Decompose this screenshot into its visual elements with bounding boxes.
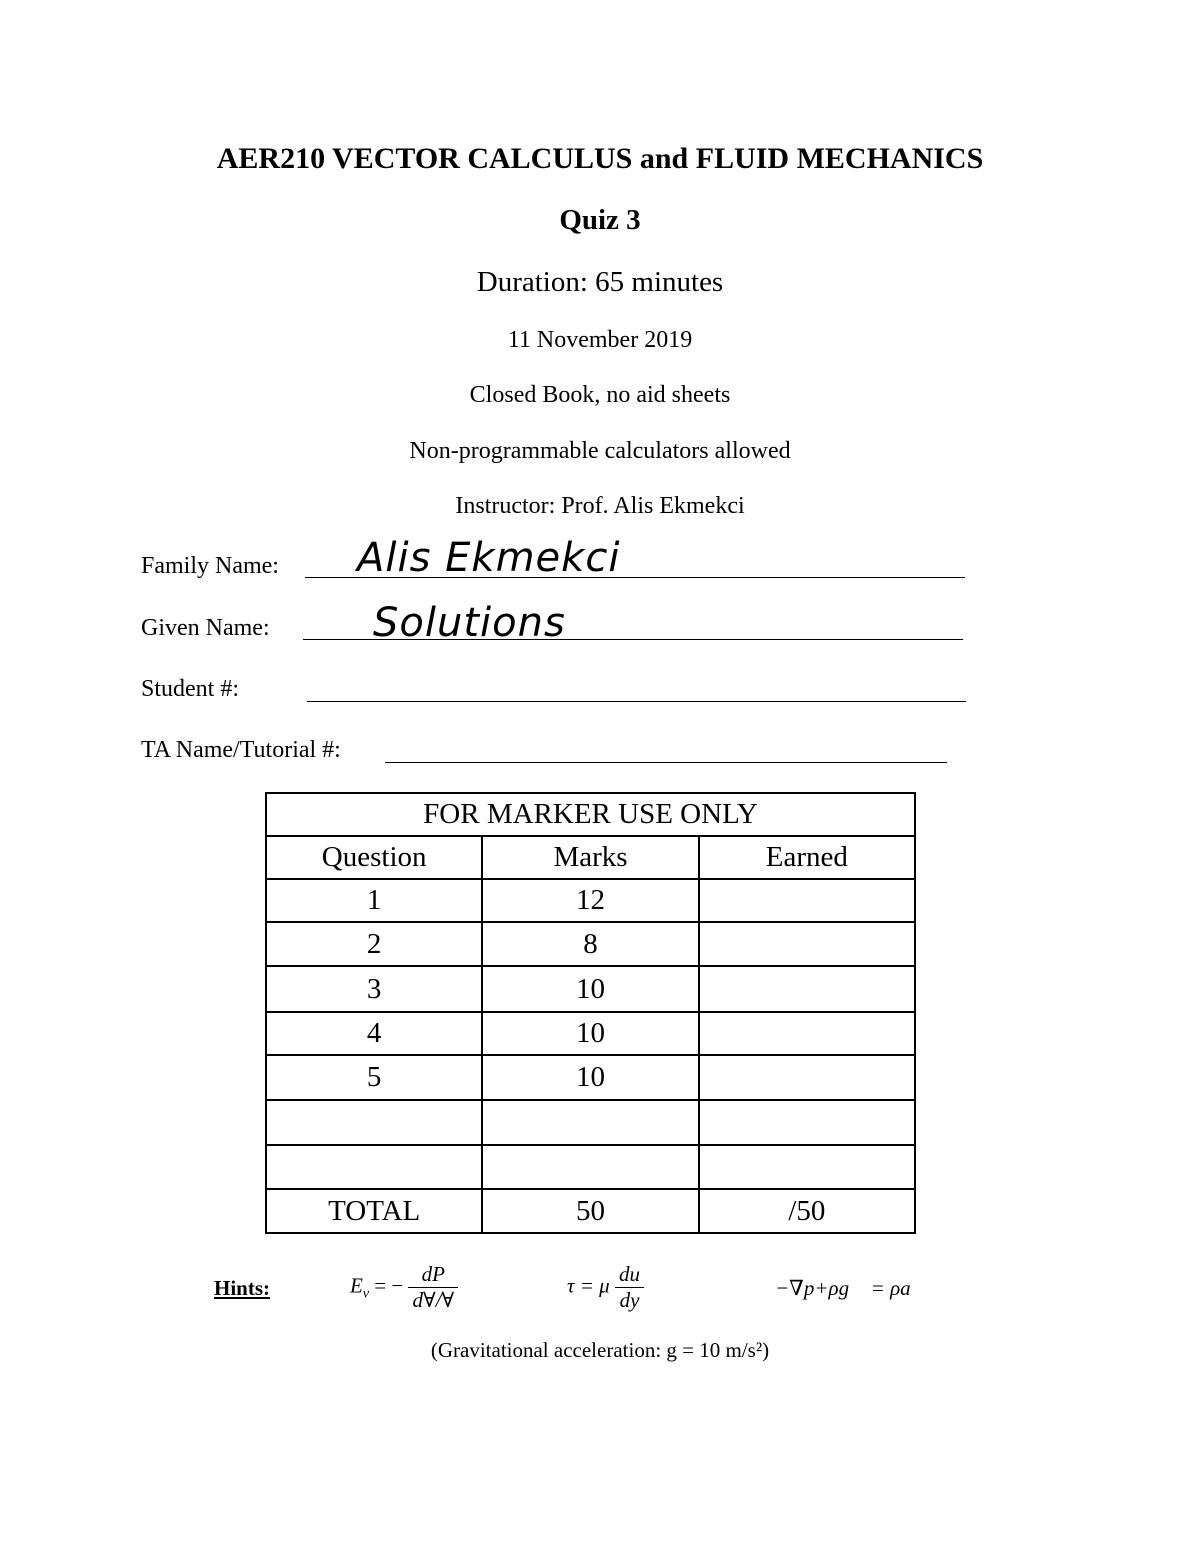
book-rule: Closed Book, no aid sheets (469, 382, 731, 408)
marks-cell: 10 (482, 1012, 698, 1055)
marks-cell: 10 (482, 966, 698, 1012)
table-caption: FOR MARKER USE ONLY (266, 793, 915, 836)
given-name-label: Given Name: (141, 615, 270, 641)
ev-denominator: d∀/∀ (412, 1288, 455, 1312)
bulk-modulus-equation (350, 1262, 458, 1313)
shear-stress-equation (567, 1262, 644, 1313)
ta-name-label: TA Name/Tutorial #: (141, 737, 341, 763)
total-row (266, 1189, 915, 1233)
earned-cell (699, 1055, 915, 1100)
tau-fraction (615, 1262, 644, 1313)
question-cell: 5 (266, 1055, 482, 1100)
total-earned: /50 (699, 1189, 915, 1233)
question-cell: 2 (266, 922, 482, 966)
ev-symbol: E (350, 1273, 363, 1298)
earned-cell (699, 1100, 915, 1145)
earned-cell (699, 879, 915, 922)
given-name-handwriting: Solutions (373, 600, 566, 646)
question-cell: 3 (266, 966, 482, 1012)
ev-equals: = − (369, 1273, 404, 1298)
hints-label: Hints: (214, 1276, 271, 1300)
calculator-rule: Non-programmable calculators allowed (409, 438, 791, 464)
student-number-line[interactable] (307, 701, 966, 702)
question-cell (266, 1145, 482, 1189)
question-cell: 1 (266, 879, 482, 922)
tau-numerator: du (615, 1262, 644, 1288)
family-name-handwriting: Alis Ekmekci (357, 535, 621, 581)
table-row (266, 1145, 915, 1189)
question-cell (266, 1100, 482, 1145)
student-number-label: Student #: (141, 676, 240, 702)
earned-cell (699, 1145, 915, 1189)
gravity-note: (Gravitational acceleration: g = 10 m/s²) (430, 1338, 770, 1362)
exam-date: 11 November 2019 (507, 327, 693, 353)
header-earned: Earned (699, 836, 915, 879)
ev-numerator: dP (408, 1262, 458, 1288)
table-row (266, 879, 915, 922)
instructor: Instructor: Prof. Alis Ekmekci (455, 493, 745, 519)
table-row (266, 1012, 915, 1055)
header-marks: Marks (482, 836, 698, 879)
duration: Duration: 65 minutes (476, 266, 724, 298)
header-question: Question (266, 836, 482, 879)
marks-cell: 12 (482, 879, 698, 922)
ta-name-line[interactable] (385, 762, 947, 763)
total-label: TOTAL (266, 1189, 482, 1233)
tau-lhs: τ = μ (567, 1273, 610, 1298)
table-row (266, 1055, 915, 1100)
earned-cell (699, 1012, 915, 1055)
question-cell: 4 (266, 1012, 482, 1055)
marks-cell: 8 (482, 922, 698, 966)
marks-cell: 10 (482, 1055, 698, 1100)
marker-table (265, 792, 916, 1234)
family-name-label: Family Name: (141, 553, 279, 579)
quiz-title: Quiz 3 (559, 204, 641, 236)
ev-fraction (408, 1262, 458, 1313)
earned-cell (699, 922, 915, 966)
table-row (266, 922, 915, 966)
total-marks: 50 (482, 1189, 698, 1233)
table-row (266, 1100, 915, 1145)
marks-cell (482, 1100, 698, 1145)
tau-denominator: dy (619, 1288, 640, 1312)
ev-subscript: v (362, 1286, 370, 1302)
earned-cell (699, 966, 915, 1012)
euler-equation: −∇p+ρg⃗ = ρa⃗ (775, 1276, 928, 1300)
course-title: AER210 VECTOR CALCULUS and FLUID MECHANICS (216, 142, 984, 175)
table-row (266, 966, 915, 1012)
marks-cell (482, 1145, 698, 1189)
